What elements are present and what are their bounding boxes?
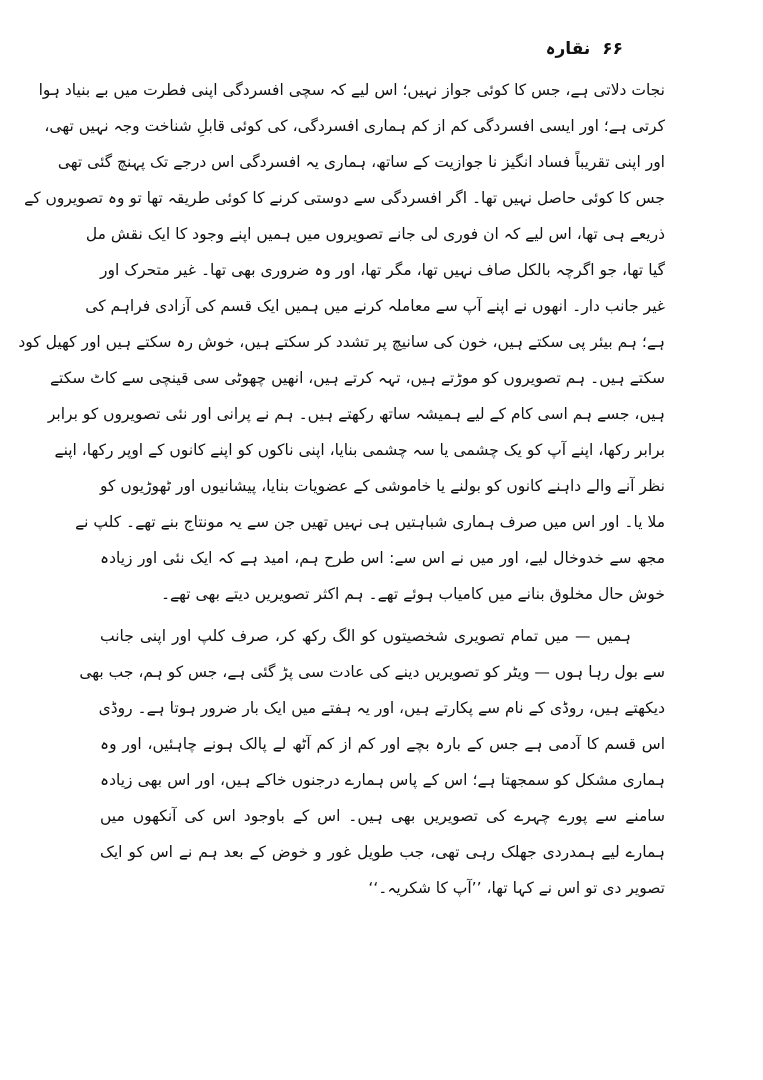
text-line: نجات دلاتی ہے، جس کا کوئی جواز نہیں؛ اس لیے کہ سچی افسردگی اپنی فطرت میں بے بنیاد ہوا	[38, 81, 665, 99]
text-line: سامنے سے پورے چہرے کی تصویریں بھی ہیں۔ اس کے باوجود اس کی آنکھوں میں	[100, 807, 665, 825]
text-line: ہماری مشکل کو سمجھتا ہے؛ اس کے پاس ہمارے درجنوں خاکے ہیں، اور اس بھی زیادہ	[100, 771, 665, 789]
paragraph-1	[18, 72, 665, 612]
text-line: اور اپنی تقریباً فساد انگیز نا جوازیت کے ساتھ، ہماری یہ افسردگی اس درجے تک پہنچ گئی تھی	[57, 153, 665, 171]
text-line: جس کا کوئی حاصل نہیں تھا۔ اگر افسردگی سے دوستی کرنے کا کوئی طریقہ تھا تو وہ تصویروں کے	[24, 189, 665, 207]
text-line: گیا تھا، جو اگرچہ بالکل صاف نہیں تھا، مگر تھا، اور وہ ضروری بھی تھا۔ غیر متحرک اور	[100, 261, 665, 279]
text-line: سکتے ہیں۔ ہم تصویروں کو موڑتے ہیں، تہہ کرتے ہیں، انھیں چھوٹی سی قینچی سے کاٹ سکتے	[49, 369, 665, 387]
text-line: غیر جانب دار۔ انھوں نے اپنے آپ سے معاملہ کرنے میں ہمیں ایک قسم کی آزادی فراہم کی	[85, 297, 665, 315]
page-header	[546, 38, 623, 59]
text-line: سے بول رہا ہوں — ویٹر کو تصویریں دینے کی عادت سی پڑ گئی ہے، جس کو ہم، جب بھی	[79, 663, 665, 681]
text-line: کرتی ہے؛ اور ایسی افسردگی کم از کم ہماری افسردگی، کی کوئی قابلِ شناخت وجہ نہیں تھی،	[44, 117, 665, 135]
text-line: نظر آنے والے داہنے کانوں کو بولنے یا خاموشی کے عضویات بنایا، پیشانیوں اور ٹھوڑیوں کو	[100, 477, 665, 495]
text-line: مجھ سے خدوخال لیے، اور میں نے اس سے: اس طرح ہم، امید ہے کہ ایک نئی اور زیادہ	[100, 549, 665, 567]
page-number: ۶۶	[602, 39, 623, 59]
text-line: ہیں، جسے ہم اسی کام کے لیے ہمیشہ ساتھ رکھتے ہیں۔ ہم نے پرانی اور نئی تصویروں کو برابر	[47, 405, 665, 423]
text-line: ملا یا۔ اور اس میں صرف ہماری شباہتیں ہی نہیں تھیں جن سے یہ مونتاج بنے تھے۔ کلپ نے	[75, 513, 665, 531]
page-body	[18, 72, 665, 906]
text-line: ہمارے لیے ہمدردی جھلک رہی تھی، جب طویل غور و خوض کے بعد ہم نے اس کو ایک	[100, 843, 665, 861]
text-line: دیکھتے ہیں، روڈی کے نام سے پکارتے ہیں، اور یہ ہفتے میں ایک بار ضرور ہوتا ہے۔ روڈی	[98, 699, 665, 717]
paragraph-2	[79, 618, 665, 906]
text-line: ذریعے ہی تھا، اس لیے کہ ان فوری لی جانے تصویروں میں ہمیں اپنے وجود کا ایک نقش مل	[85, 225, 665, 243]
book-title: نقارہ	[545, 39, 591, 59]
text-line: اس قسم کا آدمی ہے جس کے بارہ بچے اور کم از کم آٹھ لے پالک ہونے چاہئیں، اور وہ	[100, 735, 665, 753]
text-line: ہے؛ ہم بیئر پی سکتے ہیں، خون کی سانیچ پر تشدد کر سکتے ہیں، خوش رہ سکتے ہیں اور کھیل کود	[18, 333, 665, 351]
text-line-first: ہمیں — میں تمام تصویری شخصیتوں کو الگ رکھ کر، صرف کلپ اور اپنی جانب	[100, 627, 631, 645]
text-line-last: تصویر دی تو اس نے کہا تھا، ’’آپ کا شکریہ۔‘‘	[368, 879, 665, 897]
text-line-last: خوش حال مخلوق بنانے میں کامیاب ہوئے تھے۔ ہم اکثر تصویریں دیتے بھی تھے۔	[160, 585, 665, 603]
text-line: برابر رکھا، اپنے آپ کو یک چشمی یا سہ چشمی بنایا، اپنی ناکوں کو اپنے کانوں کے اوپر رکھا، اپنے	[54, 441, 665, 459]
